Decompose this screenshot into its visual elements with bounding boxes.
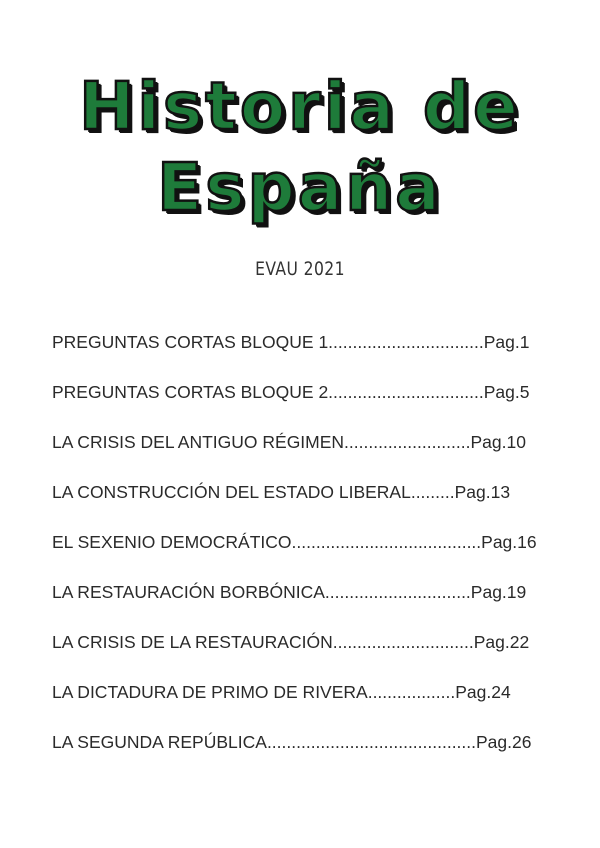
toc-entry xyxy=(52,680,552,730)
toc-entry-text: LA RESTAURACIÓN BORBÓNICA..............................Pag.19 xyxy=(52,582,527,602)
document-subtitle: EVAU 2021 xyxy=(255,258,345,280)
toc-entry-text: LA CONSTRUCCIÓN DEL ESTADO LIBERAL.........Pag.13 xyxy=(52,482,511,502)
toc-entry xyxy=(52,380,552,430)
toc-entry-text: LA CRISIS DEL ANTIGUO RÉGIMEN..........................Pag.10 xyxy=(52,432,526,452)
document-title-line-2: España xyxy=(157,149,443,226)
toc-entry xyxy=(52,580,552,630)
document-title-line-1: Historia de xyxy=(79,68,521,145)
toc-entry-text: LA SEGUNDA REPÚBLICA...........................................Pag.26 xyxy=(52,732,532,752)
toc-entry-text: PREGUNTAS CORTAS BLOQUE 2................................Pag.5 xyxy=(52,382,530,402)
toc-entry xyxy=(52,330,552,380)
toc-entry-text: LA DICTADURA DE PRIMO DE RIVERA..................Pag.24 xyxy=(52,682,511,702)
toc-entry xyxy=(52,430,552,480)
toc-entry-text: EL SEXENIO DEMOCRÁTICO.......................................Pag.16 xyxy=(52,532,537,552)
toc-entry xyxy=(52,480,552,530)
toc-entry-text: PREGUNTAS CORTAS BLOQUE 1................................Pag.1 xyxy=(52,332,530,352)
toc-entry xyxy=(52,630,552,680)
toc-entry-text: LA CRISIS DE LA RESTAURACIÓN.............................Pag.22 xyxy=(52,632,530,652)
toc-entry xyxy=(52,530,552,580)
toc-entry xyxy=(52,730,552,780)
table-of-contents xyxy=(52,330,552,780)
